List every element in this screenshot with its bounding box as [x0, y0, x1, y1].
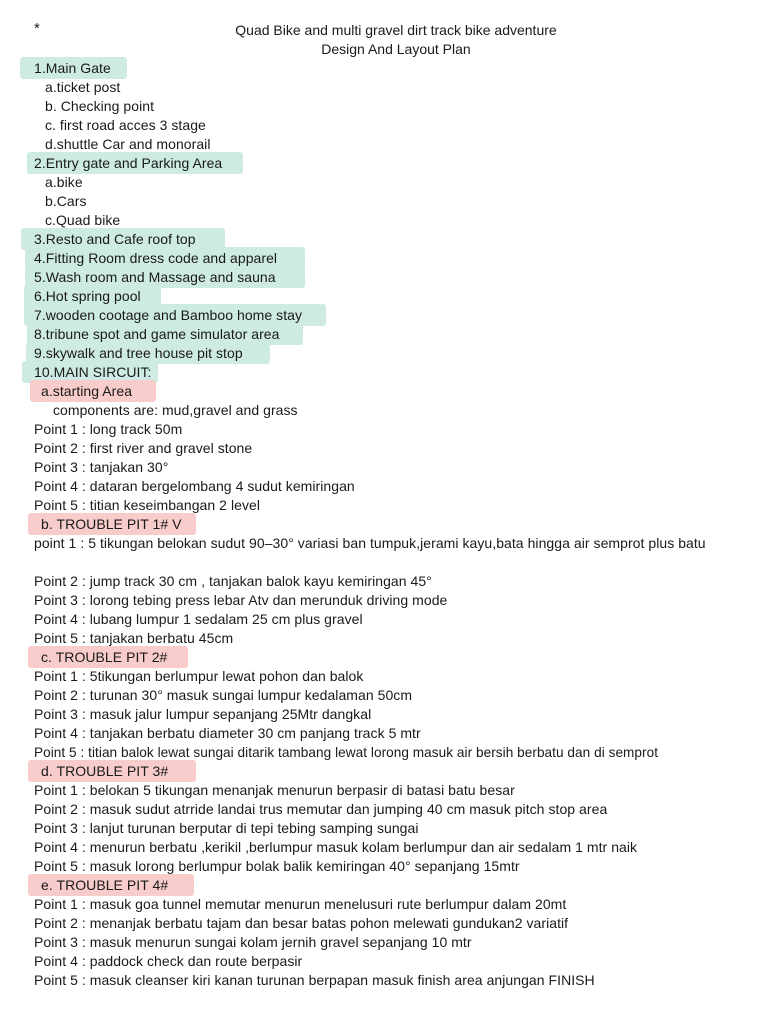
- trouble-pit-1-point-4: Point 4 : lubang lumpur 1 sedalam 25 cm plus gravel: [34, 611, 363, 627]
- section-resto: 3.Resto and Cafe roof top: [34, 231, 196, 247]
- trouble-pit-3-point-4: Point 4 : menurun berbatu ,kerikil ,berlumpur masuk kolam berlumpur dan air sedalam 1 mtr naik: [34, 839, 638, 855]
- trouble-pit-3-point-2: Point 2 : masuk sudut atrride landai trus memutar dan jumping 40 cm masuk pitch stop area: [34, 801, 608, 817]
- trouble-pit-2-point-4: Point 4 : tanjakan berbatu diameter 30 cm panjang track 5 mtr: [34, 725, 421, 741]
- trouble-pit-1-point-3: Point 3 : lorong tebing press lebar Atv dan merunduk driving mode: [34, 592, 448, 608]
- document-subtitle: Design And Layout Plan: [321, 41, 471, 57]
- starting-area-heading: a.starting Area: [41, 383, 133, 399]
- section-main-gate-heading: 1.Main Gate: [34, 60, 111, 76]
- main-gate-item-d: d.shuttle Car and monorail: [45, 136, 211, 152]
- section-entry-gate-heading: 2.Entry gate and Parking Area: [34, 155, 223, 171]
- starting-area-point-3: Point 3 : tanjakan 30°: [34, 459, 169, 475]
- trouble-pit-4-point-1: Point 1 : masuk goa tunnel memutar menurun menelusuri rute berlumpur dalam 20mt: [34, 896, 567, 912]
- trouble-pit-2-point-2: Point 2 : turunan 30° masuk sungai lumpur kedalaman 50cm: [34, 687, 413, 703]
- section-main-circuit: 10.MAIN SIRCUIT:: [34, 364, 152, 380]
- section-wooden-cottage: 7.wooden cootage and Bamboo home stay: [34, 307, 303, 323]
- document-title: Quad Bike and multi gravel dirt track bike adventure: [235, 22, 557, 38]
- trouble-pit-1-point-2: Point 2 : jump track 30 cm , tanjakan balok kayu kemiringan 45°: [34, 573, 432, 589]
- starting-area-point-5: Point 5 : titian keseimbangan 2 level: [34, 497, 260, 513]
- entry-gate-item-b: b.Cars: [45, 193, 87, 209]
- entry-gate-item-c: c.Quad bike: [45, 212, 121, 228]
- trouble-pit-1-point-5: Point 5 : tanjakan berbatu 45cm: [34, 630, 234, 646]
- trouble-pit-4-point-5: Point 5 : masuk cleanser kiri kanan turunan berpapan masuk finish area anjungan FINISH: [34, 972, 595, 988]
- starting-area-components: components are: mud,gravel and grass: [53, 402, 298, 418]
- trouble-pit-3-point-3: Point 3 : lanjut turunan berputar di tepi tebing samping sungai: [34, 820, 419, 836]
- section-fitting-room: 4.Fitting Room dress code and apparel: [34, 250, 278, 266]
- trouble-pit-2-point-1: Point 1 : 5tikungan berlumpur lewat pohon dan balok: [34, 668, 364, 684]
- trouble-pit-1-heading: b. TROUBLE PIT 1# V: [41, 516, 182, 532]
- asterisk-marker: *: [34, 20, 40, 37]
- section-hot-spring: 6.Hot spring pool: [34, 288, 141, 304]
- trouble-pit-2-heading: c. TROUBLE PIT 2#: [41, 649, 168, 665]
- main-gate-item-c: c. first road acces 3 stage: [45, 117, 206, 133]
- starting-area-point-2: Point 2 : first river and gravel stone: [34, 440, 253, 456]
- section-wash-room: 5.Wash room and Massage and sauna: [34, 269, 276, 285]
- trouble-pit-4-point-3: Point 3 : masuk menurun sungai kolam jernih gravel sepanjang 10 mtr: [34, 934, 472, 950]
- trouble-pit-1-point-1: point 1 : 5 tikungan belokan sudut 90–30° variasi ban tumpuk,jerami kayu,bata hingga air semprot plus batu: [34, 535, 706, 551]
- starting-area-point-1: Point 1 : long track 50m: [34, 421, 183, 437]
- main-gate-item-b: b. Checking point: [45, 98, 155, 114]
- main-gate-item-a: a.ticket post: [45, 79, 121, 95]
- trouble-pit-3-heading: d. TROUBLE PIT 3#: [41, 763, 169, 779]
- section-skywalk: 9.skywalk and tree house pit stop: [34, 345, 243, 361]
- trouble-pit-2-point-3: Point 3 : masuk jalur lumpur sepanjang 25Mtr dangkal: [34, 706, 372, 722]
- entry-gate-item-a: a.bike: [45, 174, 83, 190]
- trouble-pit-2-point-5: Point 5 : titian balok lewat sungai ditarik tambang lewat lorong masuk air bersih berbatu dan di semprot: [34, 745, 659, 760]
- trouble-pit-4-heading: e. TROUBLE PIT 4#: [41, 877, 169, 893]
- trouble-pit-3-point-5: Point 5 : masuk lorong berlumpur bolak balik kemiringan 40° sepanjang 15mtr: [34, 858, 520, 874]
- trouble-pit-4-point-2: Point 2 : menanjak berbatu tajam dan besar batas pohon melewati gundukan2 variatif: [34, 915, 569, 931]
- section-tribune: 8.tribune spot and game simulator area: [34, 326, 280, 342]
- trouble-pit-3-point-1: Point 1 : belokan 5 tikungan menanjak menurun berpasir di batasi batu besar: [34, 782, 515, 798]
- starting-area-point-4: Point 4 : dataran bergelombang 4 sudut kemiringan: [34, 478, 355, 494]
- trouble-pit-4-point-4: Point 4 : paddock check dan route berpasir: [34, 953, 303, 969]
